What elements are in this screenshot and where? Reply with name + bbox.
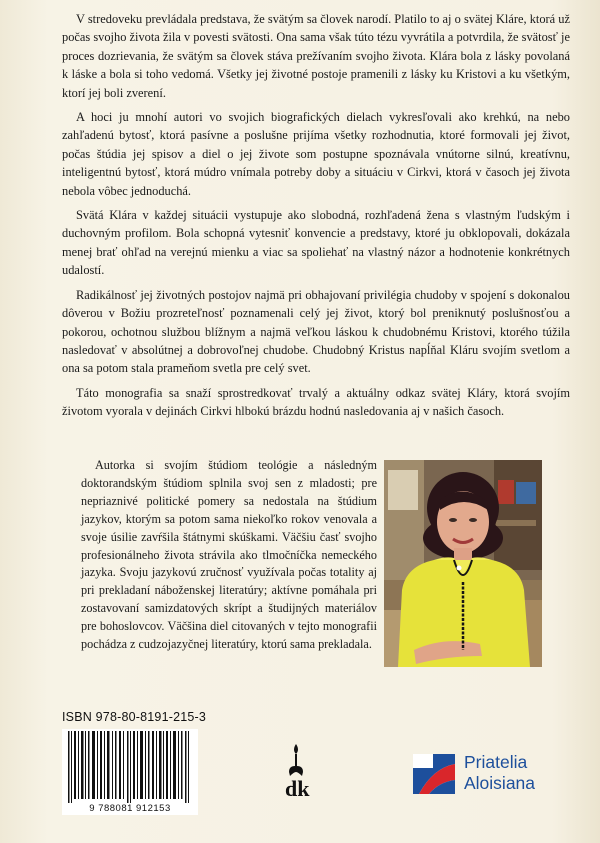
author-bio: Autorka si svojím štúdiom teológie a následným doktorandským štúdiom splnila svoj sen z mladosti; pre nepriaznivé politické pomery sa nedostala na štúdium jazykov, ktorým sa potom sama niekoľko rokov venovala a svoje úsilie zavŕšila štátnymi skúškami. Väčšiu časť svojho profesionálneho života strávila ako tlmočníčka nemeckého jazyka. Svoju jazykovú zručnosť využívala počas totality aj pri prekladaní náboženskej literatúry; aktívne pomáhala pri zostavovaní samizdatových skrípt a študijných materiálov pre bohoslovcov. Väčšina diel citovaných v tejto monografii pochádza z cudzojazyčnej literatúry, ktorú sama prekladala.: [81, 458, 377, 652]
barcode-bars: [62, 729, 198, 803]
intro-paragraph: Svätá Klára v každej situácii vystupuje ako slobodná, rozhľadená žena s vlastným ľudským i duchovným profilom. Bola schopná vytesniť konvencie a predstavy, ktoré ju obklopovali, dokázala menej brať ohľad na verejnú mienku a viac sa spoliehať na vlastný názor a hodnotenie konkrétnych udalostí.: [62, 208, 570, 278]
barcode-number: 9 788081 912153: [62, 803, 198, 815]
dk-logo: [282, 742, 314, 800]
intro-text: [62, 10, 570, 427]
partner-name-line2: Aloisiana: [464, 773, 536, 793]
isbn-label: ISBN 978-80-8191-215-3: [62, 710, 207, 724]
priatelia-aloisiana-logo-icon: [413, 754, 455, 794]
priatelia-aloisiana-logo: [413, 752, 563, 798]
intro-paragraph: A hoci ju mnohí autori vo svojich biografických dielach vykresľovali ako krehkú, na nebo zahľadenú bytosť, ktorá pasívne a poslušne prijíma všetky rozhodnutia, ktoré formovali jej život, počas štúdia jej spisov a diel o jej živote som postupne spoznávala vnútorne silnú, kreatívnu, inteligentnú bytosť, ktorá múdro vnímala potreby doby a situáciu v Cirkvi, ktorá v časoch jej života nebola vôbec jednoduchá.: [62, 110, 570, 198]
author-photo: [384, 460, 542, 667]
intro-paragraph: Táto monografia sa snaží sprostredkovať trvalý a aktuálny odkaz svätej Kláry, ktorá svojím životom vyorala v dejinách Cirkvi hlbokú brázdu hodnú nasledovania aj v našich časoch.: [62, 385, 570, 419]
dk-logo-icon: [282, 742, 314, 800]
barcode: [62, 729, 198, 813]
priatelia-aloisiana-wordmark: [464, 752, 535, 794]
intro-paragraph: Radikálnosť jej životných postojov najmä pri obhajovaní privilégia chudoby v spojení s dokonalou dôverou v Božiu prozreteľnosť poznamenali celý jej život, ktorý bol preniknutý poslušnosťou a pokorou, ochotnou službou blížnym a najmä veľkou láskou k chudobnému Kristovi, ktorého túžila nasledovať v absolútnej a dobrovoľnej chudobe. Chudobný Kristus napĺňal Kláru svojím svetlom a ona sa potom stala prameňom svetla pre celý svet.: [62, 287, 570, 376]
partner-name-line1: Priatelia: [464, 752, 528, 772]
author-photo-image: [384, 460, 542, 667]
dk-logo-text: dk: [285, 776, 310, 800]
intro-paragraph: V stredoveku prevládala predstava, že svätým sa človek narodí. Platilo to aj o svätej Kláre, ktorá už počas svojho života žila v povesti svätosti. Ona sama však túto tézu vyvrátila a potvrdila, že svätosť je proces dozrievania, že svätým sa človek stáva prežívaním svojho života. Klára bola z lásky povolaná k láske a bola si toho vedomá. Všetky jej životné postoje pramenili z lásky ku Kristovi a ku všetkým, ktorí jej boli zverení.: [62, 12, 570, 100]
